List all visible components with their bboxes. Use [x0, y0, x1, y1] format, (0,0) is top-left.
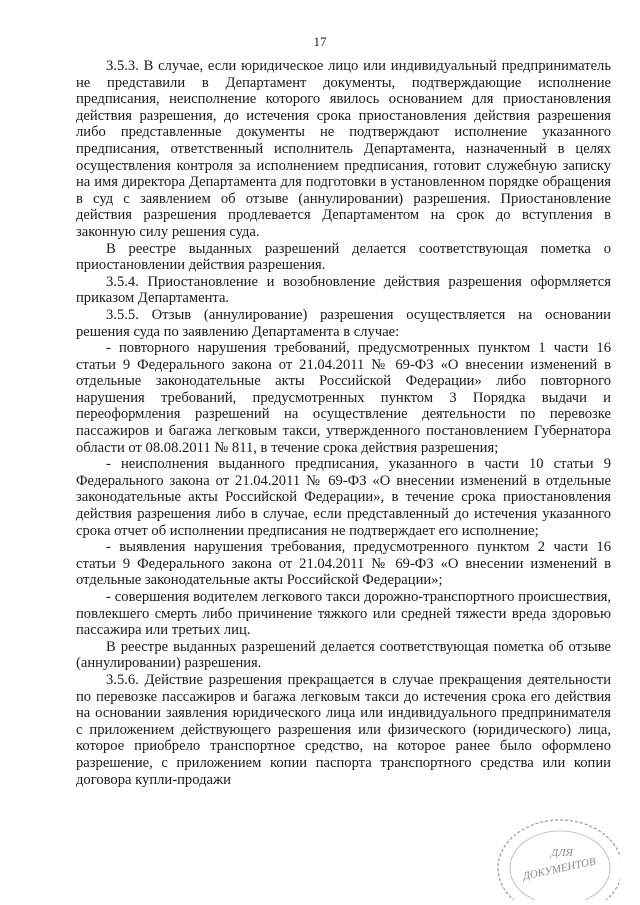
paragraph-registry-note-suspension: В реестре выданных разрешений делается соответствующая пометка о приостановлении действия разрешения.: [76, 240, 611, 274]
stamp-seal: [490, 808, 620, 900]
paragraph-3-5-5: 3.5.5. Отзыв (аннулирование) разрешения осуществляется на основании решения суда по заявлению Департамента в случае:: [76, 306, 611, 340]
paragraph-3-5-3: 3.5.3. В случае, если юридическое лицо или индивидуальный предприниматель не представили в Департамент документы, подтверждающие исполнение предписания, неисполнение которого явилось основанием для приостановления действия разрешения, до истечения срока приостановления действия разрешения либо представленные документы не подтверждают исполнение указанного предписания, ответственный исполнитель Департамента, назначенный в целях осуществления контроля за исполнением предписания, готовит служебную записку на имя директора Департамента для подготовки в установленном порядке обращения в суд с заявлением об отзыве (аннулировании) разрешения. Приостановление действия разрешения продлевается Департаментом на срок до вступления в законную силу решения суда.: [76, 58, 611, 240]
page-number: 17: [313, 34, 327, 49]
stamp-text-line1: ДЛЯ: [551, 847, 573, 859]
paragraph-3-5-4: 3.5.4. Приостановление и возобновление действия разрешения оформляется приказом Департамента.: [76, 273, 611, 307]
list-item-traffic-accident: - совершения водителем легкового такси дорожно-транспортного происшествия, повлекшего смерть либо причинение тяжкого или средней тяжести вреда здоровью пассажира или третьих лиц.: [76, 589, 611, 639]
stamp-text-line2: ДОКУМЕНТОВ: [521, 855, 597, 883]
document-body: [76, 58, 611, 788]
paragraph-3-5-6: 3.5.6. Действие разрешения прекращается в случае прекращения деятельности по перевозке пассажиров и багажа легковым такси до истечения срока его действия на основании заявления юридического лица или индивидуального предпринимателя с приложением действующего разрешения или физического (юридического) лица, которое приобрело транспортное средство, на которое ранее было оформлено разрешение, с приложением копии паспорта транспортного средства или копии договора купли-продажи: [76, 671, 611, 788]
list-item-requirement-violation: - выявления нарушения требования, предусмотренного пунктом 2 части 16 статьи 9 Федерального закона от 21.04.2011 № 69-ФЗ «О внесении изменений в отдельные законодательные акты Российской Федерации»;: [76, 539, 611, 589]
list-item-non-execution: - неисполнения выданного предписания, указанного в части 10 статьи 9 Федерального закона от 21.04.2011 № 69-ФЗ «О внесении изменений в отдельные законодательные акты Российской Федерации», в течение срока приостановления действия разрешения либо в случае, если представленный до истечения указанного срока отчет об исполнении предписания не подтверждает его исполнение;: [76, 456, 611, 539]
paragraph-registry-note-revocation: В реестре выданных разрешений делается соответствующая пометка об отзыве (аннулировании) разрешения.: [76, 638, 611, 672]
list-item-repeated-violation: - повторного нарушения требований, предусмотренных пунктом 1 части 16 статьи 9 Федерального закона от 21.04.2011 № 69-ФЗ «О внесении изменений в отдельные законодательные акты Российской Федерации» либо повторного нарушения требований, предусмотренных пунктом 3 Порядка выдачи и переоформления разрешений на осуществление деятельности по перевозке пассажиров и багажа легковым такси, утвержденного постановлением Губернатора области от 08.08.2011 № 811, в течение срока действия разрешения;: [76, 340, 611, 456]
